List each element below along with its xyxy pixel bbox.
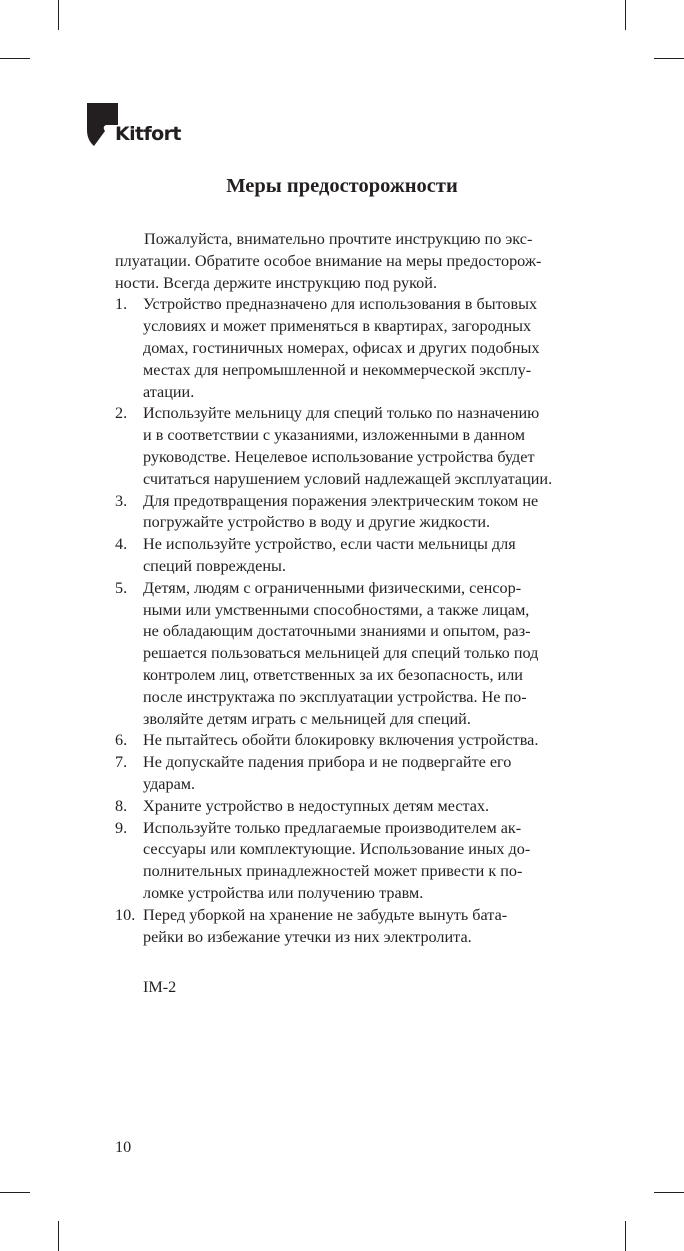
kitfort-logo [86,102,181,148]
item-line: зволяйте детям играть с мельницей для специй. [143,709,471,728]
list-item [115,752,595,796]
crop-mark-top-right-horizontal [654,58,684,59]
safety-precautions-body [115,229,595,948]
page-number: 10 [115,1138,132,1156]
item-line: погружайте устройство в воду и другие жидкости. [143,513,491,532]
crop-mark-bottom-left-horizontal [0,1192,30,1193]
item-number: 7. [115,753,128,772]
crop-mark-top-left-horizontal [0,58,30,59]
item-line: полнительных принадлежностей может привести к по- [143,862,523,881]
list-item [115,491,595,535]
item-line: Перед уборкой на хранение не забудьте вынуть бата- [143,905,508,924]
item-line: Не допускайте падения прибора и не подвергайте его [143,753,512,772]
intro-line: Пожалуйста, внимательно прочтите инструкцию по экс- [144,230,533,248]
list-item [115,403,595,490]
item-line: местах для непромышленной и некоммерческой эксплу- [143,360,532,379]
item-line: Детям, людям с ограниченными физическими, сенсор- [143,578,522,597]
item-line: Устройство предназначено для использования в бытовых [143,295,538,314]
item-line: ударам. [143,774,196,793]
list-item [115,578,595,731]
item-line: Не используйте устройство, если части мельницы для [143,535,516,554]
item-line: Для предотвращения поражения электрическим током не [143,491,539,510]
item-number: 6. [115,731,128,750]
item-line: контролем лиц, ответственных за их безопасность, или [143,665,523,684]
item-number: 10. [115,905,136,924]
crop-mark-bottom-right-horizontal [654,1192,684,1193]
page-title: Меры предосторожности [226,175,458,197]
item-number: 8. [115,796,128,815]
item-line: не обладающим достаточными знаниями и опытом, раз- [143,622,531,641]
item-line: специй повреждены. [143,556,286,575]
item-line: после инструктажа по эксплуатации устройства. Не по- [143,687,527,706]
crop-mark-top-right-vertical [625,0,626,30]
item-number: 9. [115,818,128,837]
item-number: 4. [115,535,128,554]
item-line: решается пользоваться мельницей для специй только под [143,644,539,663]
intro-line: ности. Всегда держите инструкцию под рукой. [115,273,437,292]
intro-paragraph [115,229,595,294]
crop-mark-bottom-right-vertical [625,1221,626,1251]
item-line: Используйте только предлагаемые производителем ак- [143,818,522,837]
item-line: сессуары или комплектующие. Использование иных до- [143,840,531,859]
item-line: рейки во избежание утечки из них электролита. [143,927,472,946]
brand-name: Kitfort [115,123,181,145]
item-number: 1. [115,295,128,314]
item-line: считаться нарушением условий надлежащей эксплуатации. [143,469,553,488]
item-line: руководстве. Нецелевое использование устройства будет [143,447,535,466]
item-line: Храните устройство в недоступных детям местах. [143,796,490,815]
item-line: Используйте мельницу для специй только по назначению [143,404,540,423]
item-number: 3. [115,491,128,510]
list-item [115,796,595,818]
item-line: и в соответствии с указаниями, изложенными в данном [143,426,525,445]
list-item [115,534,595,578]
list-item [115,818,595,905]
item-line: домах, гостиничных номерах, офисах и других подобных [143,338,540,357]
list-item [115,905,595,949]
item-number: 5. [115,578,128,597]
intro-line: плуатации. Обратите особое внимание на меры предосторож- [115,251,542,270]
item-line: условиях и может применяться в квартирах, загородных [143,317,532,336]
item-number: 2. [115,404,128,423]
crop-mark-top-left-vertical [58,0,59,30]
crop-mark-bottom-left-vertical [58,1221,59,1251]
item-line: Не пытайтесь обойти блокировку включения устройства. [143,731,539,750]
list-item [115,294,595,403]
list-item [115,730,595,752]
item-line: ломке устройства или получению травм. [143,883,424,902]
item-line: ными или умственными способностями, а также лицам, [143,600,530,619]
item-line: атации. [143,382,195,401]
model-code: IM-2 [143,978,177,996]
